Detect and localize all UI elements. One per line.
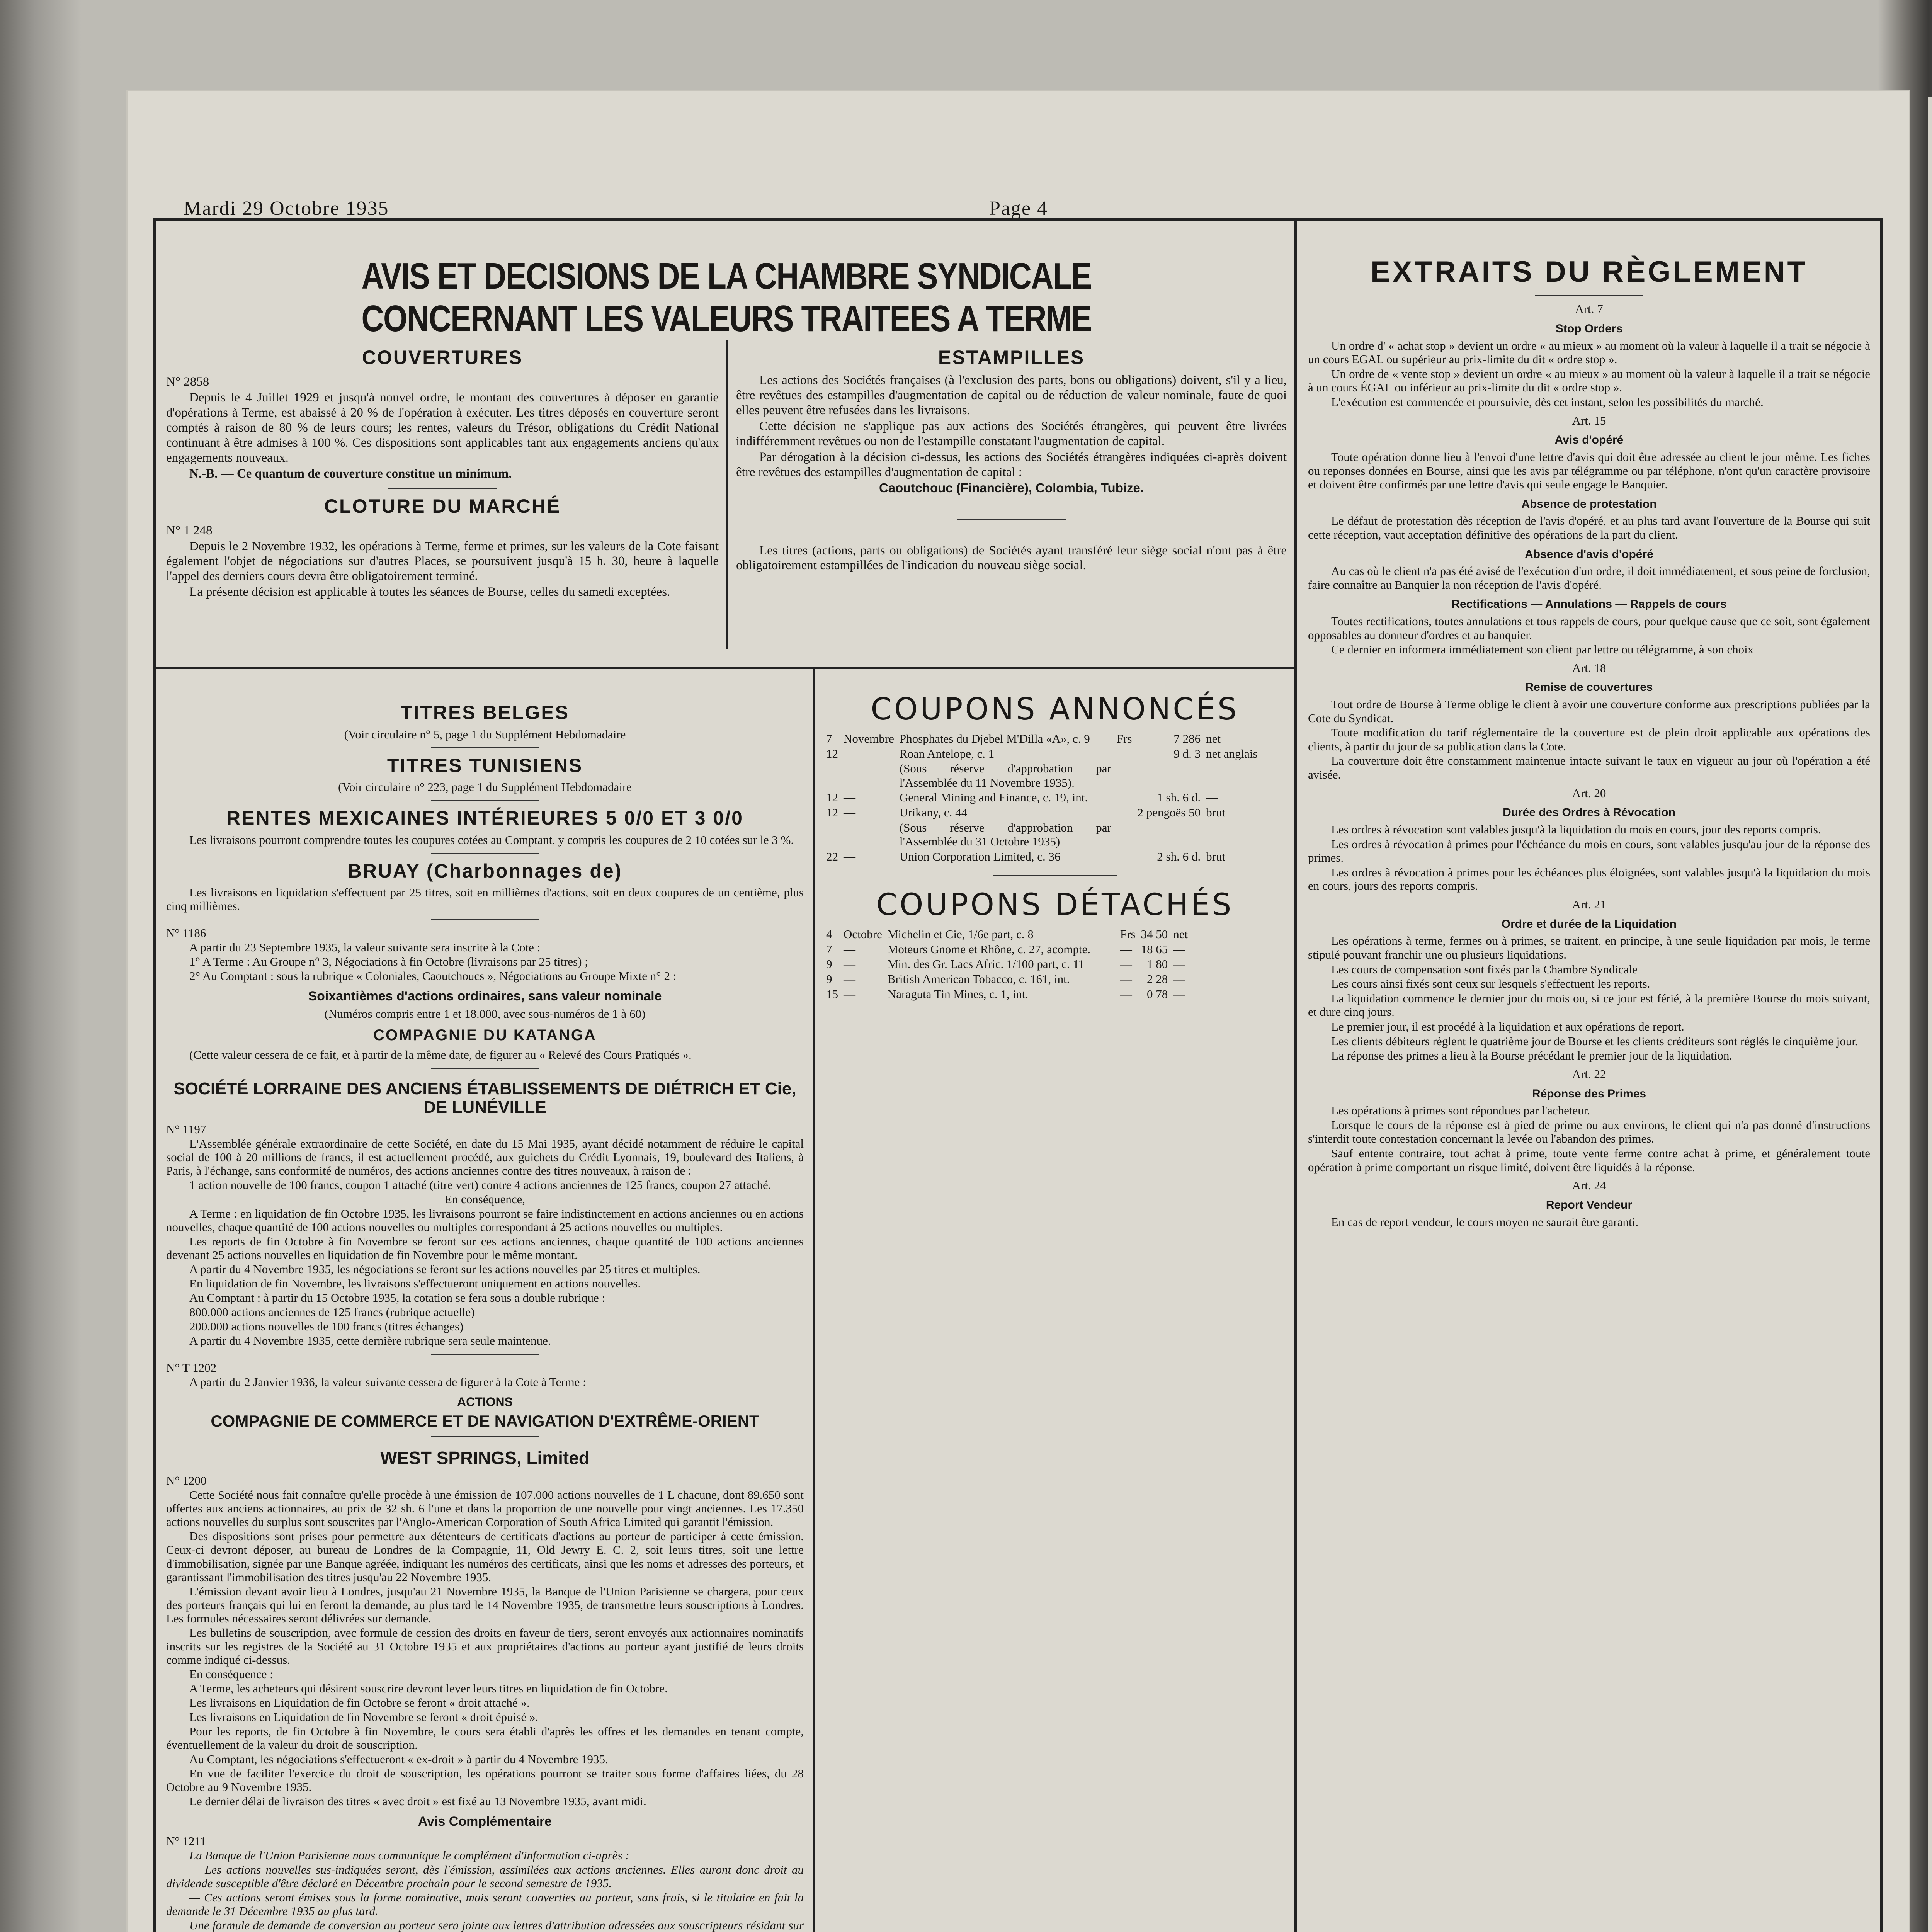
table-cell: 0 78 bbox=[1146, 987, 1168, 1001]
table-cell bbox=[1135, 762, 1203, 790]
article-title: Avis d'opéré bbox=[1554, 434, 1624, 447]
notice-text: — Les actions nouvelles sus-indiquées seront, dès l'émission, assimilées aux actions anciennes. Elles auront donc droit au dividende susceptible d'être déclaré en Décembre prochain pour le second semestre de 1935. bbox=[166, 1863, 804, 1890]
table-cell: 22 bbox=[826, 849, 838, 863]
reglement-title: EXTRAITS DU RÈGLEMENT bbox=[1371, 255, 1808, 288]
divider bbox=[431, 1354, 539, 1355]
notice-text: En conséquence, bbox=[444, 1192, 526, 1206]
table-cell: — bbox=[1173, 972, 1185, 986]
notice-text: A partir du 23 Septembre 1935, la valeur suivante sera inscrite à la Cote : bbox=[189, 940, 541, 954]
divider bbox=[1535, 295, 1643, 296]
notice-text: Les livraisons en Liquidation de fin Novembre se feront « droit épuisé ». bbox=[189, 1710, 539, 1724]
article-text: Les cours ainsi fixés sont ceux sur lesquels s'effectuent les reports. bbox=[1331, 977, 1650, 991]
table-cell: 2 sh. 6 d. bbox=[1157, 849, 1201, 863]
notice-text: En liquidation de fin Novembre, les livraisons s'effectueront uniquement en actions nouvelles. bbox=[189, 1276, 641, 1290]
notice-text: L'émission devant avoir lieu à Londres, jusqu'au 21 Novembre 1935, la Banque de l'Union Parisienne se chargera, pour ceux des porteurs français qui lui en feront la demande, au plus tard le 14 Novembre 1935, de transmettre leurs souscriptions à Londres. Les formules nécessaires seront délivrées sur demande. bbox=[166, 1584, 804, 1625]
table-cell: net anglais bbox=[1206, 747, 1258, 760]
notice-text: Pour les reports, de fin Octobre à fin Novembre, le cours sera établi d'après les offres et les demandes en tenant compte, éventuellement de la valeur du droit de souscription. bbox=[166, 1724, 804, 1752]
column-divider bbox=[726, 340, 728, 649]
divider bbox=[431, 1436, 539, 1437]
table-cell: — bbox=[1206, 791, 1218, 804]
table-cell bbox=[1114, 821, 1134, 849]
column-divider bbox=[813, 668, 815, 1932]
article-text: Ce dernier en informera immédiatement son client par lettre ou télégramme, à son choix bbox=[1331, 643, 1754, 656]
article-title: Absence d'avis d'opéré bbox=[1525, 548, 1653, 561]
estampilles-text-2: Cette décision ne s'applique pas aux actions des Sociétés étrangères, qui peuvent être livrées indifféremment revêtues ou non de l'estampille constatant l'augmentation de capital. bbox=[736, 419, 1287, 448]
rentes-mexicaines-text: Les livraisons pourront comprendre toutes les coupures cotées au Comptant, y compris les coupures de 2 10 cotées sur le 3 %. bbox=[189, 833, 794, 847]
table-cell bbox=[841, 762, 896, 790]
table-cell: Novembre bbox=[844, 732, 894, 746]
table-cell: — bbox=[844, 987, 855, 1001]
table-cell: — bbox=[1173, 957, 1185, 971]
notice-text: (Numéros compris entre 1 et 18.000, avec sous-numéros de 1 à 60) bbox=[324, 1007, 646, 1020]
table-cell bbox=[1204, 821, 1260, 849]
notice-number: N° 1197 bbox=[166, 1122, 206, 1136]
table-cell bbox=[1114, 791, 1134, 805]
table-cell bbox=[1114, 806, 1134, 820]
divider bbox=[388, 488, 497, 489]
table-cell: 34 50 bbox=[1141, 927, 1168, 941]
avis-complementaire-title: Avis Complémentaire bbox=[418, 1814, 552, 1829]
coupons-annonces-title: COUPONS ANNONCÉS bbox=[871, 692, 1239, 727]
table-cell: brut bbox=[1206, 805, 1226, 819]
notice-text: L'Assemblée générale extraordinaire de cette Société, en date du 15 Mai 1935, ayant décidé notamment de réduire le capital social de 100 à 20 millions de francs, il est actuellement procédé, aux guichets du Crédit Lyonnais, 19, boulevard des Italiens, à Paris, à l'échange, sans conformité de numéros, des actions anciennes contre des titres nouveaux, à raison de : bbox=[166, 1136, 804, 1177]
table-cell: 7 bbox=[826, 732, 832, 746]
table-cell: — bbox=[1173, 942, 1185, 956]
article-text: Sauf entente contraire, tout achat à prime, toute vente ferme contre achat à prime, et généralement toute opération à prime comportant un risque limité, doivent être liquidés à la réponse. bbox=[1308, 1146, 1870, 1174]
notice-text: — Ces actions seront émises sous la forme nominative, mais seront converties au porteur, sans frais, si le titulaire en fait la demande le 31 Décembre 1935 au plus tard. bbox=[166, 1891, 804, 1918]
table-cell: — bbox=[844, 942, 855, 956]
rentes-mexicaines-title: RENTES MEXICAINES INTÉRIEURES 5 0/0 ET 3 0/0 bbox=[226, 807, 743, 829]
article-title: Absence de protestation bbox=[1521, 497, 1657, 510]
katanga-title: COMPAGNIE DU KATANGA bbox=[373, 1026, 597, 1044]
reglement-column bbox=[1308, 255, 1870, 1932]
coupon-row bbox=[824, 987, 1190, 1002]
notice-text: Le dernier délai de livraison des titres « avec droit » est fixé au 13 Novembre 1935, avant midi. bbox=[189, 1794, 646, 1808]
couvertures-text: Depuis le 4 Juillet 1929 et jusqu'à nouvel ordre, le montant des couvertures à déposer en garantie d'opérations à Terme, est abaissé à 20 % de l'opération à exécuter. Les titres déposés en couverture seront comptés à raison de 80 % de leurs cours; les rentes, valeurs du Trésor, obligations du Crédit National continuant à être admises à 100 %. Ces dispositions sont applicables tant aux engagements anciens qu'aux engagements nouveaux. bbox=[166, 390, 719, 465]
lorraine-title: SOCIÉTÉ LORRAINE DES ANCIENS ÉTABLISSEMENTS DE DIÉTRICH ET Cie, DE LUNÉVILLE bbox=[173, 1079, 796, 1117]
table-cell: 7 bbox=[826, 942, 832, 956]
notice-text: A partir du 4 Novembre 1935, les négociations se feront sur les actions nouvelles par 25 titres et multiples. bbox=[189, 1262, 701, 1276]
article-text: La réponse des primes a lieu à la Bourse précédant le premier jour de la liquidation. bbox=[1331, 1049, 1733, 1063]
article-text: Toutes rectifications, toutes annulations et tous rappels de cours, pour quelque cause que ce soit, sont également opposables au donneur d'ordres et au banquier. bbox=[1308, 614, 1870, 642]
article-title: Remise de couvertures bbox=[1525, 681, 1653, 694]
table-cell: — bbox=[1173, 987, 1185, 1001]
article-number: Art. 20 bbox=[1572, 786, 1606, 800]
notice-text: 1° A Terme : Au Groupe n° 3, Négociations à fin Octobre (livraisons par 25 titres) ; bbox=[189, 955, 588, 969]
table-cell: British American Tobacco, c. 161, int. bbox=[887, 972, 1070, 986]
article-text: Les cours de compensation sont fixés par la Chambre Syndicale bbox=[1331, 962, 1638, 976]
table-cell: (Sous réserve d'approbation par l'Assemblée du 11 Novembre 1935). bbox=[899, 762, 1111, 789]
coupon-row bbox=[824, 806, 1260, 820]
table-cell bbox=[824, 762, 840, 790]
table-cell: 12 bbox=[826, 805, 838, 819]
article-text: Toute opération donne lieu à l'envoi d'une lettre d'avis qui doit être adressée au client le jour même. Les fiches ou reponses données en Bourse, ainsi que les avis par télégramme ou par téléphone, n'ont qu'un caractère provisoire et doivent être confirmés par une lettre d'avis qui seule engage le Banquier. bbox=[1308, 450, 1870, 492]
notice-text: Les bulletins de souscription, avec formule de cession des droits en faveur de tiers, seront envoyés aux actionnaires nominatifs inscrits sur les registres de la Société au 31 Octobre 1935 et aux propriétaires d'actions au porteur ayant justifié de leurs droits comme indiqué ci-dessus. bbox=[166, 1626, 804, 1667]
katanga-text: (Cette valeur cessera de ce fait, et à partir de la même date, de figurer au « Relevé des Cours Pratiqués ». bbox=[189, 1048, 692, 1061]
table-cell: brut bbox=[1206, 849, 1226, 863]
left-long-column bbox=[166, 696, 804, 1932]
table-cell: Naraguta Tin Mines, c. 1, int. bbox=[887, 987, 1029, 1001]
notice-text: A Terme : en liquidation de fin Octobre 1935, les livraisons pourront se faire indistinctement en actions anciennes ou en actions nouvelles, chaque quantité de 100 actions nouvelles ou multiples correspondant à 25 actions nouvelles ou multiples. bbox=[166, 1206, 804, 1234]
estampilles-text-3: Par dérogation à la décision ci-dessus, les actions des Sociétés étrangères indiquées ci-après doivent être revêtues des estampilles d'augmentation de capital : bbox=[736, 450, 1287, 479]
coupon-row bbox=[824, 821, 1260, 849]
notice-text: A partir du 2 Janvier 1936, la valeur suivante cessera de figurer à la Cote à Terme : bbox=[189, 1375, 586, 1389]
bruay-title: BRUAY (Charbonnages de) bbox=[347, 860, 622, 882]
estampilles-column bbox=[736, 340, 1287, 661]
column-divider bbox=[1294, 218, 1297, 1932]
table-cell: Urikany, c. 44 bbox=[899, 805, 968, 819]
article-number: Art. 18 bbox=[1572, 661, 1606, 675]
table-cell: — bbox=[1120, 942, 1132, 956]
table-cell: General Mining and Finance, c. 19, int. bbox=[899, 791, 1088, 804]
header-date: Mardi 29 Octobre 1935 bbox=[184, 197, 389, 219]
table-cell: Michelin et Cie, 1/6e part, c. 8 bbox=[887, 927, 1034, 941]
article-title: Réponse des Primes bbox=[1532, 1087, 1646, 1100]
table-cell: Frs bbox=[1120, 927, 1136, 941]
article-number: Art. 24 bbox=[1572, 1179, 1606, 1192]
estampilles-list: Caoutchouc (Financière), Colombia, Tubize. bbox=[879, 480, 1144, 495]
article-number: Art. 7 bbox=[1575, 302, 1603, 316]
table-cell: — bbox=[844, 972, 855, 986]
table-cell: — bbox=[844, 805, 855, 819]
notice-text: 800.000 actions anciennes de 125 francs (rubrique actuelle) bbox=[189, 1305, 475, 1319]
notice-text: A Terme, les acheteurs qui désirent souscrire devront lever leurs titres en liquidation de fin Octobre. bbox=[189, 1681, 668, 1695]
article-text: Les opérations à terme, fermes ou à primes, se traitent, en principe, à une seule liquidation par mois, le terme stipulé pouvant franchir une ou plusieurs liquidations. bbox=[1308, 934, 1870, 961]
coupons-detaches-table bbox=[823, 927, 1191, 1002]
table-cell: Moteurs Gnome et Rhône, c. 27, acompte. bbox=[887, 942, 1090, 956]
bruay-text: Les livraisons en liquidation s'effectuent par 25 titres, soit en millièmes d'actions, soit en deux coupures de un centième, plus cinq millièmes. bbox=[166, 886, 804, 913]
table-cell: — bbox=[1120, 972, 1132, 986]
divider bbox=[993, 875, 1117, 876]
table-cell bbox=[824, 821, 840, 849]
divider bbox=[431, 919, 539, 920]
coupon-row bbox=[824, 850, 1260, 864]
notice-text: En vue de faciliter l'exercice du droit de souscription, les opérations pourront se traiter sous forme d'affaires liées, du 28 Octobre au 9 Novembre 1935. bbox=[166, 1766, 804, 1794]
cloture-title: CLOTURE DU MARCHÉ bbox=[324, 495, 561, 517]
estampilles-title: ESTAMPILLES bbox=[938, 347, 1085, 368]
titres-tunisiens-text: (Voir circulaire n° 223, page 1 du Supplément Hebdomadaire bbox=[338, 780, 632, 794]
article-text: En cas de report vendeur, le cours moyen ne saurait être garanti. bbox=[1331, 1215, 1638, 1229]
notice-subtitle: Soixantièmes d'actions ordinaires, sans valeur nominale bbox=[308, 989, 662, 1004]
article-number: Art. 15 bbox=[1572, 413, 1606, 427]
notice-number: N° 1200 bbox=[166, 1474, 207, 1488]
table-cell: — bbox=[844, 791, 855, 804]
west-springs-title: WEST SPRINGS, Limited bbox=[380, 1448, 590, 1468]
table-cell bbox=[1114, 747, 1134, 761]
notice-text: Au Comptant, les négociations s'effectueront « ex-droit » à partir du 4 Novembre 1935. bbox=[189, 1752, 608, 1766]
table-cell bbox=[1114, 762, 1134, 790]
article-number: Art. 21 bbox=[1572, 898, 1606, 912]
notice-text: Des dispositions sont prises pour permettre aux détenteurs de certificats d'actions au porteur de participer à cette émission. Ceux-ci devront déposer, au bureau de Londres de la Compagnie, 11, Old Jewry E. C. 2, soit leurs titres, soit une lettre d'immobilisation, signée par une Banque agréée, indiquant les numéros des certificats, ainsi que les noms et adresses des porteurs, et garantissant l'immobilisation des titres jusqu'au 22 Novembre 1935. bbox=[166, 1529, 804, 1584]
notice-text: Une formule de demande de conversion au porteur sera jointe aux lettres d'attribution adressées aux souscripteurs résidant sur bbox=[189, 1918, 804, 1932]
article-text: Le défaut de protestation dès réception de l'avis d'opéré, et au plus tard avant l'ouverture de la Bourse qui suit cette réception, vaut acceptation définitive des opérations de la part du client. bbox=[1308, 514, 1870, 541]
notice-text: La Banque de l'Union Parisienne nous communique le complément d'information ci-après : bbox=[189, 1849, 629, 1862]
table-cell: 1 80 bbox=[1146, 957, 1168, 971]
cloture-text: Depuis le 2 Novembre 1932, les opérations à Terme, ferme et primes, sur les valeurs de la Cote faisant également l'objet de négociations sur d'autres Places, se poursuivent jusqu'à 15 h. 30, heure à laquelle l'appel des derniers cours devra être obligatoirement terminé. bbox=[166, 539, 719, 583]
section-divider bbox=[155, 667, 1294, 669]
article-text: Les ordres à révocation sont valables jusqu'à la liquidation du mois en cours, jour des reports compris. bbox=[1331, 822, 1821, 836]
table-cell bbox=[841, 821, 896, 849]
cloture-number: N° 1 248 bbox=[166, 523, 213, 537]
article-text: La couverture doit être constamment maintenue intacte suivant le taux en vigueur au jour où l'opération a été avisée. bbox=[1308, 754, 1870, 782]
article-title: Rectifications — Annulations — Rappels de cours bbox=[1451, 598, 1727, 611]
divider bbox=[957, 519, 1066, 520]
couvertures-note: N.-B. — Ce quantum de couverture constitue un minimum. bbox=[189, 466, 512, 481]
titres-belges-title: TITRES BELGES bbox=[400, 702, 570, 723]
table-cell: 12 bbox=[826, 747, 838, 760]
table-cell: Roan Antelope, c. 1 bbox=[899, 747, 995, 760]
adjacent-page-edge bbox=[1928, 97, 1932, 1932]
couvertures-title: COUVERTURES bbox=[362, 347, 523, 368]
article-text: Les ordres à révocation à primes pour les échéances plus éloignées, sont valables jusqu'à la liquidation du mois en cours, jours des reports compris. bbox=[1308, 865, 1870, 893]
coupon-row bbox=[824, 957, 1190, 971]
table-cell: 2 28 bbox=[1146, 972, 1168, 986]
estampilles-text-1: Les actions des Sociétés françaises (à l'exclusion des parts, bons ou obligations) doivent, s'il y a lieu, être revêtues des estampilles d'augmentation de capital ou de réduction de valeur nominale, faute de quoi elles peuvent être refusées dans les livraisons. bbox=[736, 373, 1287, 417]
article-text: Toute modification du tarif réglementaire de la couverture est de plein droit applicable aux opérations des clients, à partir du jour de sa publication dans la Cote. bbox=[1308, 726, 1870, 753]
compagnie-title: COMPAGNIE DE COMMERCE ET DE NAVIGATION D'EXTRÊME-ORIENT bbox=[211, 1412, 759, 1430]
coupon-row bbox=[824, 927, 1190, 942]
estampilles-text-4: Les titres (actions, parts ou obligations) de Sociétés ayant transféré leur siège social n'ont pas à être obligatoirement estampillées de l'indication du nouveau siège social. bbox=[736, 543, 1287, 573]
article-title: Ordre et durée de la Liquidation bbox=[1501, 917, 1677, 930]
article-title: Report Vendeur bbox=[1546, 1199, 1633, 1211]
article-title: Stop Orders bbox=[1555, 322, 1623, 335]
table-cell: Phosphates du Djebel M'Dilla «A», c. 9 bbox=[899, 732, 1090, 746]
table-cell: 9 bbox=[826, 972, 832, 986]
notice-text: En conséquence : bbox=[189, 1667, 273, 1681]
table-cell: — bbox=[844, 957, 855, 971]
table-cell: Min. des Gr. Lacs Afric. 1/100 part, c. 11 bbox=[887, 957, 1085, 971]
article-text: Les opérations à primes sont répondues par l'acheteur. bbox=[1331, 1104, 1590, 1117]
titres-tunisiens-title: TITRES TUNISIENS bbox=[387, 754, 583, 776]
notice-text: Les livraisons en Liquidation de fin Octobre se feront « droit attaché ». bbox=[189, 1696, 530, 1709]
coupons-detaches-title: COUPONS DÉTACHÉS bbox=[876, 888, 1234, 923]
actions-label: ACTIONS bbox=[457, 1395, 513, 1409]
divider bbox=[431, 800, 539, 801]
table-cell: 7 286 bbox=[1173, 732, 1201, 746]
notice-text: 2° Au Comptant : sous la rubrique « Coloniales, Caoutchoucs », Négociations au Groupe Mixte n° 2 : bbox=[189, 969, 677, 983]
table-cell: (Sous réserve d'approbation par l'Assemblée du 31 Octobre 1935) bbox=[899, 820, 1111, 849]
coupons-annonces-table bbox=[823, 731, 1261, 864]
table-cell: net bbox=[1206, 732, 1221, 746]
notice-number: N° 1211 bbox=[166, 1834, 206, 1848]
notice-text: 200.000 actions nouvelles de 100 francs (titres échanges) bbox=[189, 1319, 464, 1333]
article-text: Lorsque le cours de la réponse est à pied de prime ou aux environs, le client qui n'a pas donné d'instructions s'interdit toute contestation concernant la levée ou l'abandon des primes. bbox=[1308, 1118, 1870, 1146]
table-cell bbox=[1114, 850, 1134, 864]
coupon-row bbox=[824, 732, 1260, 746]
coupon-row bbox=[824, 762, 1260, 790]
divider bbox=[431, 853, 539, 854]
cloture-text-2: La présente décision est applicable à toutes les séances de Bourse, celles du samedi exceptées. bbox=[189, 585, 670, 599]
table-cell: 18 65 bbox=[1141, 942, 1168, 956]
table-cell: 12 bbox=[826, 791, 838, 804]
divider bbox=[431, 747, 539, 748]
coupon-row bbox=[824, 972, 1190, 986]
article-text: Tout ordre de Bourse à Terme oblige le client à avoir une couverture conforme aux prescriptions publiées par la Cote du Syndicat. bbox=[1308, 697, 1870, 725]
article-title: Durée des Ordres à Révocation bbox=[1503, 806, 1675, 819]
table-cell: 9 bbox=[826, 957, 832, 971]
coupons-column bbox=[823, 688, 1287, 1113]
article-text: L'exécution est commencée et poursuivie, dès cet instant, selon les possibilités du marché. bbox=[1331, 395, 1764, 409]
notice-number: N° 1186 bbox=[166, 926, 206, 940]
notice-text: Cette Société nous fait connaître qu'elle procède à une émission de 107.000 actions nouvelles de 1 L chacune, dont 89.650 sont offertes aux anciens actionnaires, au prix de 32 sh. 6 l'une et dans la proportion de une nouvelle pour vingt anciennes. Les 17.350 actions nouvelles du surplus sont souscrites par l'Anglo-American Corporation of South Africa Limited qui garantit l'émission. bbox=[166, 1488, 804, 1529]
coupon-row bbox=[824, 791, 1260, 805]
coupon-row bbox=[824, 942, 1190, 957]
table-cell: Octobre bbox=[844, 927, 882, 941]
article-text: Les ordres à révocation à primes pour l'échéance du mois en cours, sont valables jusqu'au jour de la réponse des primes. bbox=[1308, 837, 1870, 865]
article-text: La liquidation commence le dernier jour du mois ou, si ce jour est férié, à la première Bourse du mois suivant, et dure cinq jours. bbox=[1308, 991, 1870, 1019]
main-title: AVIS ET DECISIONS DE LA CHAMBRE SYNDICALE CONCERNANT LES VALEURS TRAITEES A TERME bbox=[361, 255, 1092, 339]
notice-text: A partir du 4 Novembre 1935, cette dernière rubrique sera seule maintenue. bbox=[189, 1333, 551, 1347]
table-cell: 4 bbox=[826, 927, 832, 941]
table-cell: 1 sh. 6 d. bbox=[1157, 791, 1201, 804]
table-cell: Union Corporation Limited, c. 36 bbox=[899, 849, 1061, 863]
left-top-column bbox=[166, 340, 719, 661]
notice-text: Au Comptant : à partir du 15 Octobre 1935, la cotation se fera sous a double rubrique : bbox=[189, 1291, 605, 1304]
table-cell: net bbox=[1173, 927, 1188, 941]
table-cell: — bbox=[1120, 957, 1132, 971]
notice-text: 1 action nouvelle de 100 francs, coupon 1 attaché (titre vert) contre 4 actions anciennes de 125 francs, coupon 27 attaché. bbox=[189, 1178, 771, 1192]
coupon-row bbox=[824, 747, 1260, 761]
article-text: Le premier jour, il est procédé à la liquidation et aux opérations de report. bbox=[1331, 1020, 1684, 1034]
table-cell bbox=[1135, 821, 1203, 849]
article-number: Art. 22 bbox=[1572, 1067, 1606, 1081]
couvertures-number: N° 2858 bbox=[166, 375, 209, 389]
notice-text: Les reports de fin Octobre à fin Novembre se feront sur ces actions anciennes, chaque quantité de 100 actions anciennes devenant 25 actions nouvelles en liquidation de fin Novembre pour le même montant. bbox=[166, 1234, 804, 1262]
titres-belges-text: (Voir circulaire n° 5, page 1 du Supplément Hebdomadaire bbox=[344, 727, 626, 741]
table-cell: Frs bbox=[1116, 732, 1132, 746]
notice-number: N° T 1202 bbox=[166, 1361, 217, 1374]
table-cell: — bbox=[844, 747, 855, 760]
article-text: Un ordre de « vente stop » devient un ordre « au mieux » au moment où la valeur à laquelle il a trait se négocie à un cours ÉGAL ou inférieur au prix-limite du dit « ordre stop ». bbox=[1308, 367, 1870, 395]
table-cell: — bbox=[1120, 987, 1132, 1001]
table-cell: 9 d. 3 bbox=[1173, 747, 1201, 760]
table-cell bbox=[1204, 762, 1260, 790]
header-page: Page 4 bbox=[989, 197, 1048, 219]
table-cell: 2 pengoës 50 bbox=[1137, 805, 1201, 819]
table-cell: 15 bbox=[826, 987, 838, 1001]
article-text: Au cas où le client n'a pas été avisé de l'exécution d'un ordre, il doit immédiatement, et sous peine de forclusion, faire connaître au Banquier la non réception de l'avis d'opéré. bbox=[1308, 564, 1870, 592]
article-text: Un ordre d' « achat stop » devient un ordre « au mieux » au moment où la valeur à laquelle il a trait se négocie à un cours EGAL ou supérieur au prix-limite du dit « ordre stop ». bbox=[1308, 338, 1870, 366]
table-cell: — bbox=[844, 849, 855, 863]
divider bbox=[431, 1068, 539, 1069]
article-text: Les clients débiteurs règlent le quatrième jour de Bourse et les clients créditeurs sont réglés le cinquième jour. bbox=[1331, 1034, 1858, 1048]
